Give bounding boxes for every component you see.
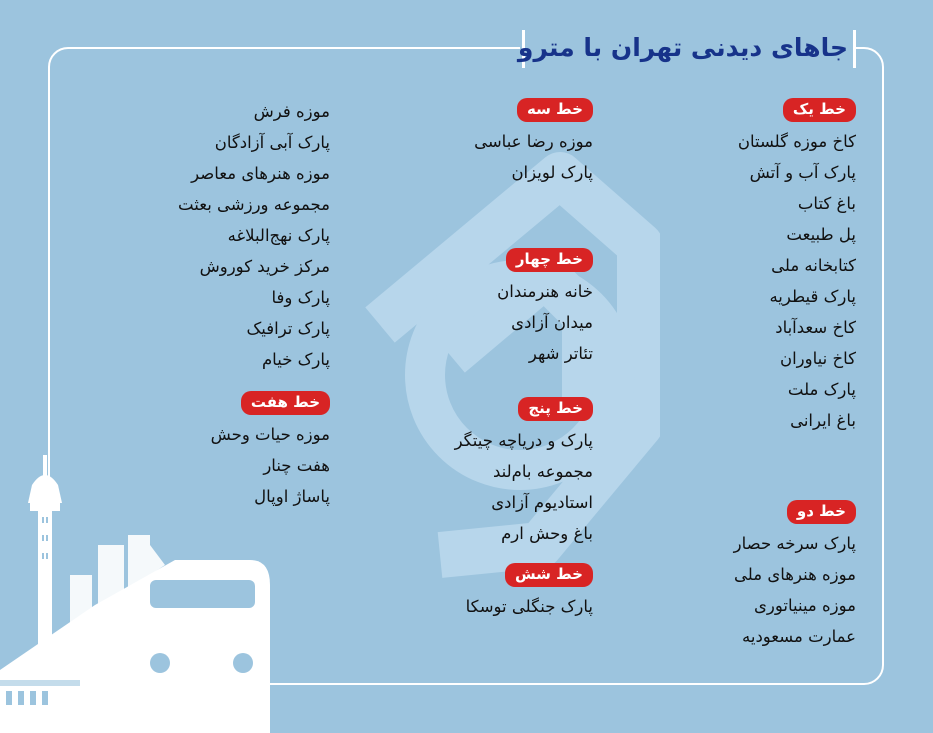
line-1-badge: خط یک (783, 98, 856, 122)
column-middle (455, 98, 593, 622)
place-item: باغ ایرانی (790, 411, 856, 430)
place-item: تئاتر شهر (528, 344, 593, 363)
place-item: کتابخانه ملی (771, 256, 856, 275)
page-title: جاهای دیدنی تهران با مترو (517, 33, 848, 62)
line-6-badge: خط شش (505, 563, 593, 587)
place-item: موزه هنرهای معاصر (191, 164, 330, 183)
line-6-group (455, 563, 593, 622)
place-item: موزه هنرهای ملی (734, 565, 856, 584)
place-item: مرکز خرید کوروش (199, 257, 330, 276)
place-item: موزه رضا عباسی (474, 132, 593, 151)
column-left (178, 96, 330, 512)
place-item: میدان آزادی (511, 313, 593, 332)
place-item: باغ کتاب (797, 194, 856, 213)
place-item: کاخ سعدآباد (775, 318, 856, 337)
metro-scene-illustration (0, 455, 300, 733)
place-item: موزه حیات وحش (210, 425, 330, 444)
place-item: پارک سرخه حصار (733, 534, 856, 553)
place-item: پارک خیام (261, 350, 330, 369)
place-item: خانه هنرمندان (497, 282, 593, 301)
place-item: هفت چنار (263, 456, 330, 475)
title-bar-right (853, 30, 856, 68)
place-item: پارک وفا (271, 288, 330, 307)
place-item: باغ وحش ارم (501, 524, 593, 543)
line-2-badge: خط دو (787, 500, 856, 524)
place-item: پارک نهج‌البلاغه (227, 226, 330, 245)
line-3-group (455, 98, 593, 188)
place-item: پارک ترافیک (246, 319, 330, 338)
line-1-group (734, 98, 856, 436)
place-item: موزه مینیاتوری (753, 596, 856, 615)
place-item: استادیوم آزادی (491, 493, 593, 512)
place-item: پارک قیطریه (769, 287, 856, 306)
place-item: موزه فرش (253, 102, 330, 121)
place-item: پارک ملت (787, 380, 856, 399)
line-4-group (455, 248, 593, 369)
line-5-group (455, 397, 593, 549)
place-item: عمارت مسعودیه (742, 627, 856, 646)
line-4-badge: خط چهار (506, 248, 593, 272)
column-right (734, 98, 856, 652)
unlabeled-group (178, 96, 330, 375)
place-item: مجموعه ورزشی بعثت (178, 195, 330, 214)
line-3-badge: خط سه (517, 98, 593, 122)
place-item: پارک آب و آتش (749, 163, 856, 182)
place-item: پاساژ اوپال (254, 487, 330, 506)
place-item: پارک آبی آزادگان (214, 133, 330, 152)
line-2-group (734, 500, 856, 652)
place-item: پارک لویزان (511, 163, 593, 182)
place-item: مجموعه بام‌لند (493, 462, 593, 481)
place-item: کاخ موزه گلستان (737, 132, 856, 151)
place-item: پارک و دریاچه چیتگر (454, 431, 593, 450)
place-item: کاخ نیاوران (779, 349, 856, 368)
place-item: پارک جنگلی توسکا (465, 597, 593, 616)
line-5-badge: خط پنج (518, 397, 593, 421)
line-7-badge: خط هفت (241, 391, 330, 415)
place-item: پل طبیعت (786, 225, 856, 244)
